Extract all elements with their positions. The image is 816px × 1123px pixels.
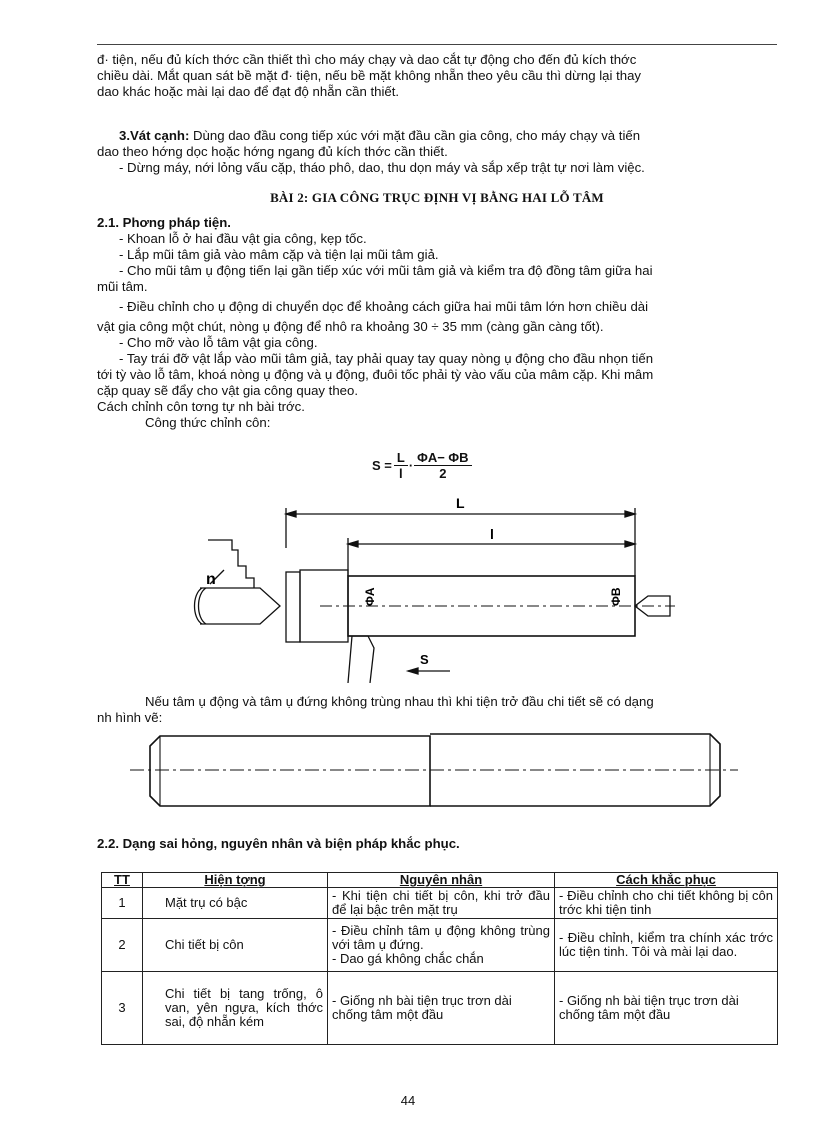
step-line: tới tỳ vào lỗ tâm, khoá nòng ụ động và ụ động, đuôi tốc phải tỳ vào vấu của mâm cặp. Khi mâm (97, 367, 654, 382)
cutting-tool (348, 636, 374, 683)
dim-L-arrow-left (286, 511, 296, 517)
section-3-label: 3.Vát cạnh: (119, 128, 190, 143)
chuck-plate (286, 572, 300, 642)
label-n: n (206, 571, 216, 588)
cell-nguyen-nhan (328, 919, 555, 972)
step-line: Cách chỉnh côn tơng tự nh bài trớc. (97, 399, 305, 414)
header-hien-tuong: Hiện tợng (143, 873, 328, 888)
spindle-break-2 (199, 588, 207, 624)
intro-line: chiều dài. Mắt quan sát bề mặt đ· tiện, nếu bề mặt không nhẵn theo yêu cầu thì dừng lại thay (97, 68, 642, 83)
step-line: - Cho mỡ vào lỗ tâm vật gia công. (119, 335, 318, 350)
header-tt: TT (102, 873, 143, 888)
cell-hien-tuong: Mặt trụ có bậc (143, 888, 328, 919)
label-l: l (490, 526, 494, 542)
section-3-paragraph (97, 128, 781, 176)
cell-khac-phuc: - Điều chỉnh, kiểm tra chính xác trớc lúc tiện tinh. Tôi và mài lại dao. (555, 919, 778, 972)
formula-lhs: S = (372, 458, 392, 473)
step-line: - Tay trái đỡ vật lắp vào mũi tâm giả, tay phải quay tay quay nòng ụ động cho đầu nhọn tiến (119, 351, 654, 366)
table-row (102, 919, 778, 972)
header-nguyen-nhan: Nguyên nhân (328, 873, 555, 888)
cell-khac-phuc: - Giống nh bài tiện trục trơn dài chống tâm một đầu (555, 972, 778, 1045)
section-2-1-heading: 2.1. Phơng pháp tiện. (97, 215, 231, 230)
header-khac-phuc: Cách khắc phục (555, 873, 778, 888)
cell-nguyen-nhan: - Giống nh bài tiện trục trơn dài chống tâm một đầu (328, 972, 555, 1045)
dim-l-arrow-left (348, 541, 358, 547)
section-2-2-heading: 2.2. Dạng sai hỏng, nguyên nhân và biện pháp khắc phục. (97, 836, 460, 851)
step-line: - Điều chỉnh cho ụ động di chuyển dọc để khoảng cách giữa hai mũi tâm lớn hơn chiều dài (119, 299, 649, 314)
cell-khac-phuc: - Điều chỉnh cho chi tiết không bị côn trớc khi tiện tinh (555, 888, 778, 919)
intro-paragraph (97, 52, 781, 100)
misalignment-line: Nếu tâm ụ động và tâm ụ đứng không trùng nhau thì khi tiện trở đầu chi tiết sẽ có dạng (145, 694, 654, 709)
step-line: cặp quay sẽ đẩy cho vật gia công quay theo. (97, 383, 359, 398)
page-number: 44 (400, 1093, 416, 1108)
cell-nguyen-nhan: - Khi tiện chi tiết bị côn, khi trở đầu để lại bậc trên mặt trụ (328, 888, 555, 919)
live-center (200, 588, 280, 624)
taper-setup-diagram (180, 488, 680, 683)
step-line: - Cho mũi tâm ụ động tiến lại gần tiếp xúc với mũi tâm giả và kiểm tra độ đồng tâm giữa hai (119, 263, 653, 278)
misalignment-paragraph (97, 694, 781, 726)
formula-numerator-1: L (394, 450, 408, 466)
cell-hien-tuong: Chi tiết bị tang trống, ô van, yên ngựa, kích thớc sai, độ nhẵn kém (143, 972, 328, 1045)
shaft-left-section (150, 736, 430, 806)
table-row (102, 888, 778, 919)
misalignment-line: nh hình vẽ: (97, 710, 163, 725)
table-header-row (102, 873, 778, 888)
section-3-text: dao theo hớng dọc hoặc hớng ngang đủ kích thớc cần thiết. (97, 144, 448, 159)
step-line: Công thức chỉnh côn: (145, 415, 271, 430)
section-3-text: Dùng dao đầu cong tiếp xúc với mặt đầu cần gia công, cho máy chạy và tiến (189, 128, 641, 143)
dim-l-arrow-right (625, 541, 635, 547)
dim-L-arrow-right (625, 511, 635, 517)
section-2-1 (97, 215, 781, 431)
formula-denominator-2: 2 (439, 466, 447, 481)
taper-formula: S = L · ΦA− ΦB l 2 (372, 450, 472, 481)
label-L: L (456, 495, 465, 511)
formula-numerator-2: ΦA− ΦB (414, 450, 471, 466)
label-s: S (420, 652, 429, 667)
step-line: - Khoan lỗ ở hai đầu vật gia công, kẹp tốc. (119, 231, 367, 246)
step-line: - Lắp mũi tâm giả vào mâm cặp và tiện lại mũi tâm giả. (119, 247, 439, 262)
intro-line: đ· tiện, nếu đủ kích thớc cần thiết thì cho máy chạy và dao cắt tự động cho đến đủ kích thớc (97, 52, 637, 67)
cell-nguyen-nhan-line: - Dao gá không chắc chắn (332, 951, 484, 966)
step-line: mũi tâm. (97, 279, 148, 294)
label-phi-b: ΦB (609, 587, 623, 606)
label-phi-a: ΦA (363, 587, 377, 606)
cell-tt: 1 (102, 888, 143, 919)
formula-denominator-1: l (399, 466, 403, 481)
lesson-title: BÀI 2: GIA CÔNG TRỤC ĐỊNH VỊ BẰNG HAI LỖ TÂM (270, 190, 604, 205)
cell-tt: 2 (102, 919, 143, 972)
table-row (102, 972, 778, 1045)
cell-nguyen-nhan-line: - Điều chỉnh tâm ụ động không trùng với tâm ụ đứng. (332, 923, 550, 952)
header-rule (97, 44, 777, 45)
feed-arrow-head (408, 668, 418, 674)
stepped-shaft-diagram (130, 732, 740, 812)
cell-tt: 3 (102, 972, 143, 1045)
cell-hien-tuong: Chi tiết bị côn (143, 919, 328, 972)
intro-line: dao khác hoặc mài lại dao để đạt độ nhẵn cần thiết. (97, 84, 400, 99)
defects-table (101, 872, 778, 1045)
section-3-text: - Dừng máy, nới lỏng vấu cặp, tháo phô, dao, thu dọn máy và sắp xếp trật tự nơi làm việc. (119, 160, 645, 175)
step-line: vật gia công một chút, nòng ụ động để nhô ra khoảng 30 ÷ 35 mm (càng gần càng tốt). (97, 319, 604, 334)
